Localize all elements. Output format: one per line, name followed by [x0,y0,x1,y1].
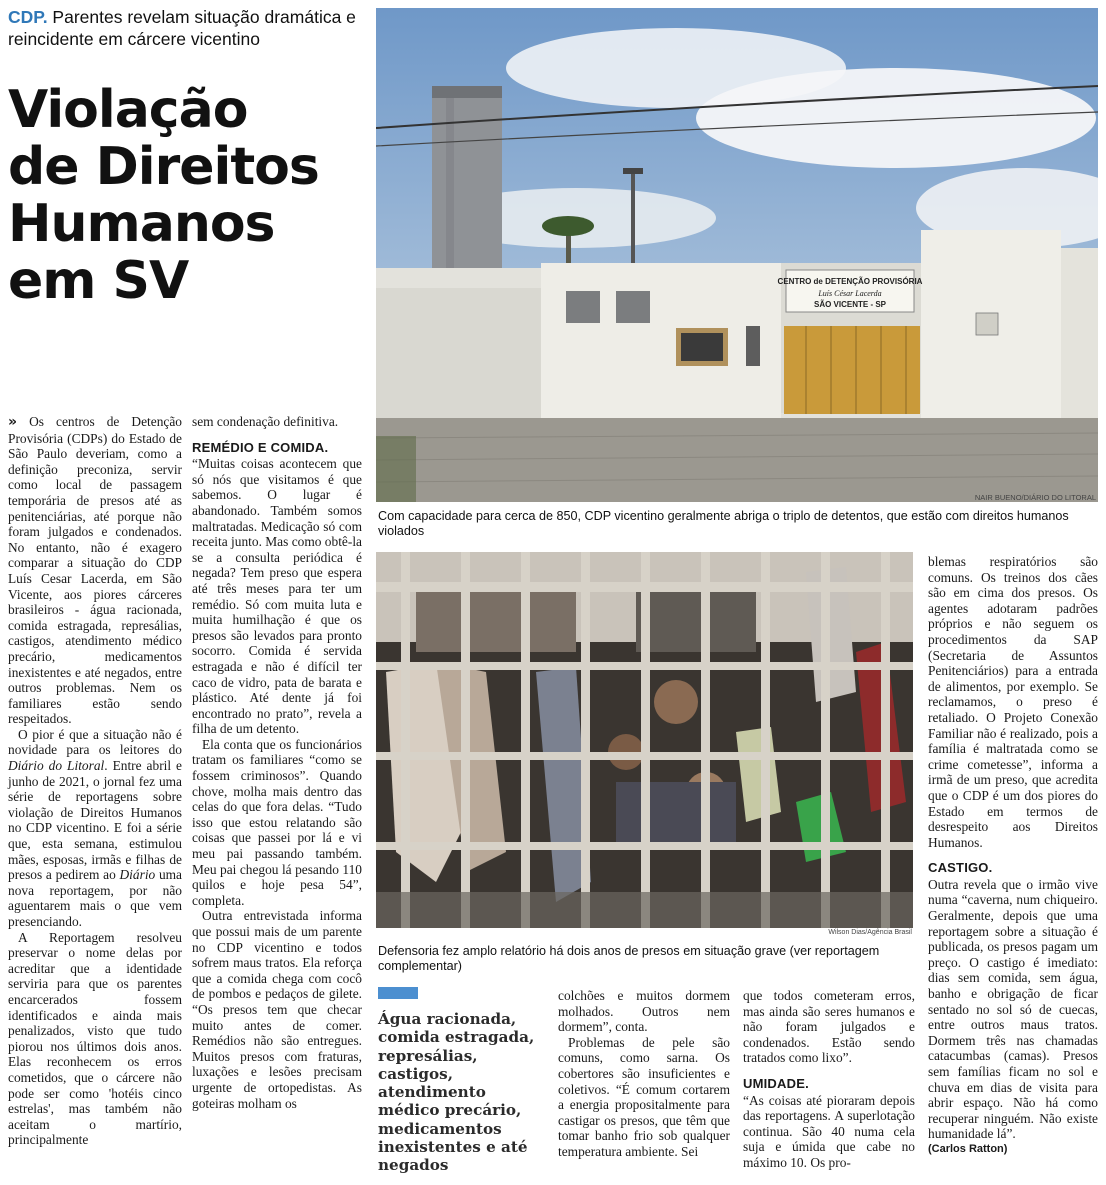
photo2-caption: Defensoria fez amplo relatório há dois anos de presos em situação grave (ver reportagem complementar) [378,944,880,973]
lead-paragraph: » Os centros de Detenção Provisória (CDPs) do Estado de São Paulo deveriam, como a definição preconiza, servir como local de passagem temporária de presos até as penitenciárias, até porque não foram julgados e condenados. No entanto, não é exagero comparar a situação do CDP Luís Cesar Lacerda, em São Vicente, aos piores cárceres brasileiros - água racionada, comida estragada, represálias, castigos, atendimento médico precário, medicamentos inexistentes e até negados, entre outros problemas. Nem os familiares estão sendo respeitados. [8,414,182,727]
prison-cell-photo [376,552,913,928]
prison-facade-illustration [376,8,1098,502]
paragraph: O pior é que a situação não é novidade para os leitores do Diário do Litoral. Entre abril e junho de 2021, o jornal fez uma série de reportagens sobre violação de Direitos Humanos no CDP vicentino. E foi a série que, esta semana, estimulou mães, esposas, irmãs e filhas de presos a pedirem ao Diário uma nova reportagem, por não aguentarem mais o que vem presenciando. [8,726,183,929]
article-column-3 [558,988,730,1160]
pullquote: Água racionada, comida estragada, represálias, castigos, atendimento médico precário, medicamentos inexistentes e até negados [378,1010,535,1175]
prison-cell-illustration [376,552,913,928]
article-column-1 [8,414,182,1148]
paragraph: Problemas de pele são comuns, como sarna. Os cobertores são insuficientes e coletivos. “É comum cortarem a energia propositalmente para castigar os presos, que têm que tomar banho frio sob qualquer temperatura ambiente. Sei [558,1034,730,1159]
photo1-caption: Com capacidade para cerca de 850, CDP vicentino geralmente abriga o triplo de detentos, que estão com direitos humanos violados [378,509,1069,538]
photo1-credit: NAIR BUENO/DIÁRIO DO LITORAL [974,493,1096,502]
headline-line: em SV [8,251,189,311]
paragraph: “Muitas coisas acontecem que só nós que visitamos é que sabemos. O lugar é abandonado. Também somos maltratadas. Medicação só com receita junto. Mas como obtê-la se a consulta periódica é negada? Tem preso que espera até três meses para ter um remédio. Só com muita luta e muita humilhação é que os presos são levados para pronto socorro. Comida é servida estragada e não é difícil ter caco de vidro, pata de barata e plástico. Até dente já foi encontrado no prato”, revela a filha de um detento. [192,456,362,737]
paragraph: Outra revela que o irmão vive numa “caverna, num chiqueiro. Geralmente, depois que uma reportagem sobre a situação é publicada, os presos pagam um preço. O castigo é imediato: dias sem comida, sem água, banho e obrigação de ficar sentado no sol só de cuecas, entre outros maus tratos. Dormem três nas chamadas catacumbas (camas). Presos sem famílias ficam no sol e chuva em dias de visita para abrir espaço. Não há como recuperar ninguém. Não existe humanidade lá”. [928,876,1098,1142]
article-column-2 [192,414,362,1111]
paragraph: colchões e muitos dormem molhados. Outros nem dormem”, conta. [558,988,730,1035]
paragraph: A Reportagem resolveu preservar o nome delas por acreditar que a identidade serviria para que os parentes encarcerados fossem identificados e ainda mais penalizados, visto que tudo piorou nos últimos dois anos. Elas reconhecem os erros cometidos, que o cárcere não pode ser como 'hotéis cinco estrelas', mas também não aceitam o martírio, principalmente [8,929,182,1148]
photo2-credit: Wilson Dias/Agência Brasil [828,929,912,936]
paragraph: que todos cometeram erros, mas ainda são seres humanos e não foram julgados e condenados. Estão sendo tratados como lixo”. [743,988,915,1066]
sign-line-2: Luís César Lacerda [818,289,882,298]
paragraph: blemas respiratórios são comuns. Os treinos dos cães são em cima dos presos. Os agentes adotaram padrões próprios e não seguem os procedimentos da SAP (Secretaria de Assuntos Penitenciários) para a entrada de alimentos, por exemplo. Se reclamamos, o preso é retaliado. O Projeto Conexão Familiar não é realizado, pois a família é maltratada como se crime cometesse”, informa a irmã de um preso, que acredita que o CDP é um dos piores do Estado em termos de desrespeito aos Direitos Humanos. [928,554,1098,850]
paragraph: Ela conta que os funcionários tratam os familiares “como se fossem criminosos”. Quando chove, molha mais dentro das celas do que fora delas. “Tudo isso que estou relatando são coisas que passei por lá e vi meu pai passando também. Meu pai chegou lá pesando 110 quilos e hoje pesa 54”, completa. [192,736,362,908]
pullquote-accent-bar [378,987,418,999]
subhead-castigo: CASTIGO. [928,860,993,876]
subhead-umidade: UMIDADE. [743,1075,809,1091]
paragraph: sem condenação definitiva. [192,414,339,429]
headline [8,82,368,310]
article-column-4 [743,988,915,1171]
paragraph: Outra entrevistada informa que possui mais de um parente no CDP vicentino e todos sofrem maus tratos. Ela reforça que a comida chega com cocô de pombos e pedaços de gilete. “Os presos tem que checar muito antes de comer. Remédios não são entregues. Muitos presos com fraturas, luxações e lesões precisam urgente de ortopedistas. As goteiras molham os [192,908,362,1111]
lead-marker: » [8,414,18,430]
kicker-text: Parentes revelam situação dramática e reincidente em cárcere vicentino [8,7,356,49]
prison-facade-photo [376,8,1098,502]
sign-line-3: SÃO VICENTE - SP [813,300,887,309]
article-column-5 [928,554,1098,1158]
subhead-remedio: REMÉDIO E COMIDA. [192,439,329,455]
headline-line: Humanos [8,194,275,254]
headline-line: Violação [8,80,248,140]
paragraph: “As coisas até pioraram depois das reportagens. A superlotação continua. São 40 numa cela suja e úmida que cabe no máximo 10. Os pro- [743,1092,915,1170]
kicker [8,6,368,50]
author-signature: (Carlos Ratton) [928,1142,1008,1155]
kicker-tag: CDP. [8,7,48,27]
headline-line: de Direitos [8,137,319,197]
sign-line-1: CENTRO de DETENÇÃO PROVISÓRIA [777,277,923,286]
